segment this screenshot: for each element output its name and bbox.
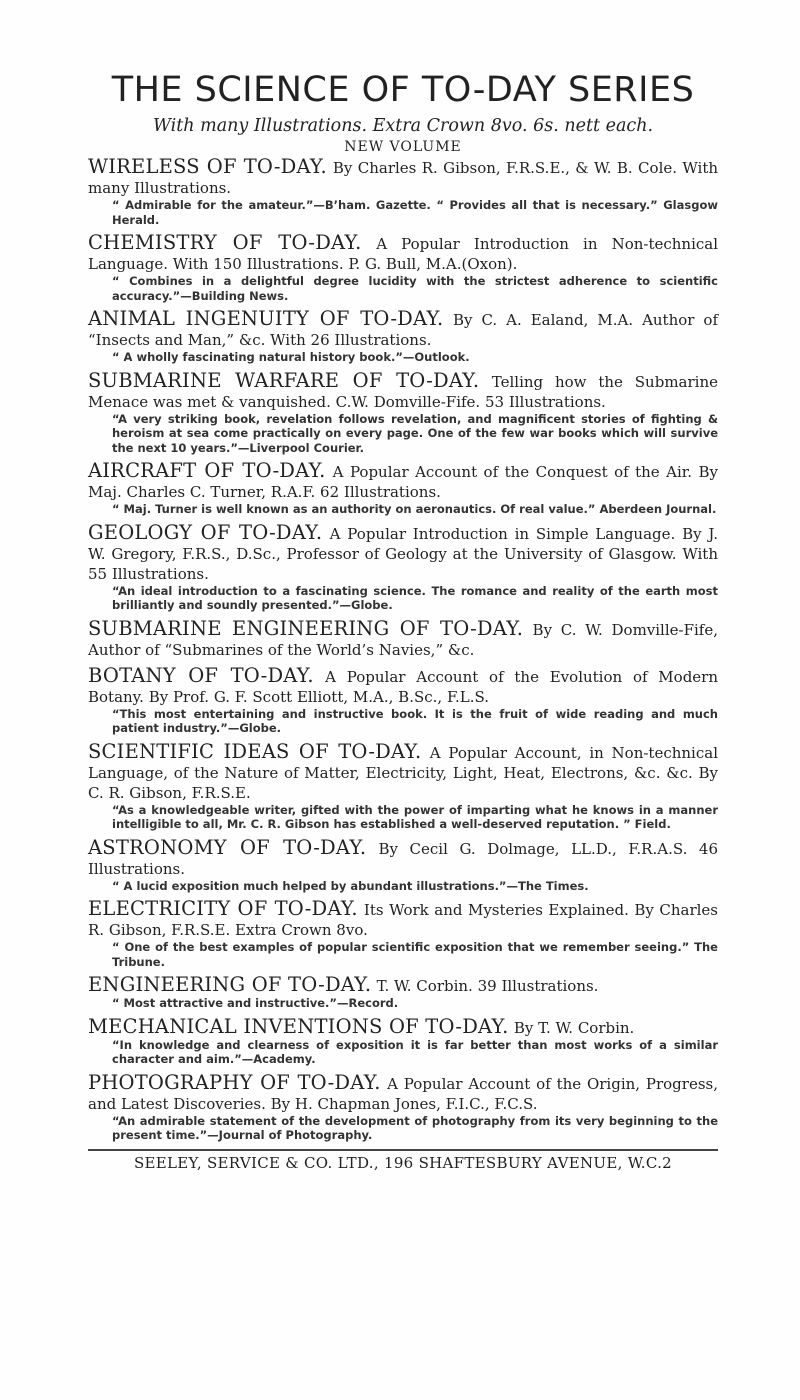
book-entry xyxy=(88,309,718,365)
book-review-quote: “An ideal introduction to a fascinating science. The romance and reality of the earth most brilliantly and soundly presented.”—Globe. xyxy=(112,583,718,612)
book-heading xyxy=(88,899,718,940)
book-review-quote: “An admirable statement of the development of photography from its very beginning to the present time.”—Journal of Photography. xyxy=(112,1113,718,1142)
book-entry xyxy=(88,1014,718,1067)
book-detail: A Popular Account of the Conquest of the Air. By Maj. Charles C. Turner, R.A.F. 62 Illustrations. xyxy=(88,463,719,501)
book-entry xyxy=(88,461,718,517)
footer-divider xyxy=(88,1149,718,1151)
book-detail: By Cecil G. Dolmage, LL.D., F.R.A.S. 46 Illustrations. xyxy=(88,839,719,878)
series-subtitle: With many Illustrations. Extra Crown 8vo. 6s. nett each. xyxy=(152,116,654,136)
book-entry xyxy=(88,233,718,303)
book-heading xyxy=(88,975,718,996)
book-title: WIRELESS OF TO-DAY. xyxy=(88,155,327,178)
book-title: PHOTOGRAPHY OF TO-DAY. xyxy=(88,1070,381,1094)
book-title: ELECTRICITY OF TO-DAY. xyxy=(88,897,358,920)
book-title: GEOLOGY OF TO-DAY. xyxy=(88,520,323,544)
book-review-quote: “ Admirable for the amateur.”—B’ham. Gazette. “ Provides all that is necessary.” Glasgow Herald. xyxy=(112,198,718,227)
book-review-quote: “ Combines in a delightful degree lucidity with the strictest adherence to scientific accuracy.”—Building News. xyxy=(112,274,718,303)
book-heading xyxy=(88,461,718,502)
book-entry xyxy=(88,157,718,227)
book-title: ANIMAL INGENUITY OF TO-DAY. xyxy=(88,307,444,330)
book-detail: A Popular Introduction in Non-technical Language. With 150 Illustrations. P. G. Bull, M.A.(Oxon). xyxy=(88,235,719,273)
book-heading xyxy=(88,1014,718,1038)
book-entry xyxy=(88,616,719,660)
book-detail: T. W. Corbin. 39 Illustrations. xyxy=(376,977,599,995)
book-detail: By C. A. Ealand, M.A. Author of “Insects and Man,” &c. With 26 Illustrations. xyxy=(88,311,718,349)
book-heading xyxy=(88,663,718,707)
book-review-quote: “As a knowledgeable writer, gifted with the power of imparting what he knows in a manner intelligible to all, Mr. C. R. Gibson has established a well-deserved reputation. ” Field. xyxy=(112,802,718,831)
book-title: CHEMISTRY OF TO-DAY. xyxy=(88,231,362,254)
book-entry xyxy=(88,368,718,456)
publisher-footer: SEELEY, SERVICE & CO. LTD., 196 SHAFTESBURY AVENUE, W.C.2 xyxy=(133,1153,673,1172)
book-detail: Its Work and Mysteries Explained. By Charles R. Gibson, F.R.S.E. Extra Crown 8vo. xyxy=(88,901,718,939)
book-title: SCIENTIFIC IDEAS OF TO-DAY. xyxy=(88,739,422,763)
book-heading xyxy=(88,616,719,660)
book-review-quote: “ A wholly fascinating natural history book.”—Outlook. xyxy=(112,350,470,364)
new-volume-label: NEW VOLUME xyxy=(344,139,462,155)
book-review-quote: “ One of the best examples of popular scientific exposition that we remember seeing.” The Tribune. xyxy=(112,940,718,969)
book-review-quote: “ A lucid exposition much helped by abundant illustrations.”—The Times. xyxy=(112,878,589,893)
book-detail: A Popular Account, in Non-technical Language, of the Nature of Matter, Electricity, Light, Heat, Electrons, &c. &c. By C. R. Gibson, F.R.S.E. xyxy=(88,743,718,802)
book-entry xyxy=(88,975,718,1011)
book-title: SUBMARINE WARFARE OF TO-DAY. xyxy=(88,368,480,392)
book-entry xyxy=(88,739,718,832)
book-detail: A Popular Introduction in Simple Language. By J. W. Gregory, F.R.S., D.Sc., Professor of Geology at the University of Glasgow. With 55 Illustrations. xyxy=(88,524,719,583)
book-detail: A Popular Account of the Origin, Progress, and Latest Discoveries. By H. Chapman Jones, F.I.C., F.C.S. xyxy=(88,1074,718,1113)
book-heading xyxy=(88,1070,718,1114)
book-review-quote: “ Most attractive and instructive.”—Record. xyxy=(112,996,399,1010)
book-heading xyxy=(88,368,718,412)
book-detail: By C. W. Domville-Fife, Author of “Submarines of the World’s Navies,” &c. xyxy=(88,620,719,659)
book-heading xyxy=(88,520,719,584)
book-title: AIRCRAFT OF TO-DAY. xyxy=(88,459,326,482)
book-heading xyxy=(88,233,718,274)
book-title: ASTRONOMY OF TO-DAY. xyxy=(88,835,367,859)
book-entry xyxy=(88,1070,718,1143)
book-list xyxy=(88,157,718,1143)
book-review-quote: “In knowledge and clearness of exposition it is far better than most works of a similar character and aim.”—Academy. xyxy=(112,1037,718,1066)
book-heading xyxy=(88,739,718,803)
book-heading xyxy=(88,309,718,350)
book-detail: Telling how the Submarine Menace was met & vanquished. C.W. Domville-Fife. 53 Illustrations. xyxy=(88,372,718,411)
book-title: SUBMARINE ENGINEERING OF TO-DAY. xyxy=(88,616,524,640)
book-detail: A Popular Account of the Evolution of Modern Botany. By Prof. G. F. Scott Elliott, M.A., B.Sc., F.L.S. xyxy=(88,667,718,706)
book-detail: By Charles R. Gibson, F.R.S.E., & W. B. Cole. With many Illustrations. xyxy=(88,159,719,197)
book-review-quote: “ Maj. Turner is well known as an authority on aeronautics. Of real value.” Aberdeen Journal. xyxy=(112,502,717,516)
book-heading xyxy=(88,157,718,198)
series-title: THE SCIENCE OF TO-DAY SERIES xyxy=(111,70,695,110)
book-entry xyxy=(88,899,718,969)
book-review-quote: “This most entertaining and instructive book. It is the fruit of wide reading and much patient industry.”—Globe. xyxy=(112,706,718,735)
book-entry xyxy=(88,663,718,736)
book-heading xyxy=(88,835,719,879)
book-entry xyxy=(88,520,719,613)
book-detail: By T. W. Corbin. xyxy=(513,1018,635,1037)
book-entry xyxy=(88,835,719,894)
book-review-quote: “A very striking book, revelation follows revelation, and magnificent stories of fighting & heroism at sea come practically on every page. One of the few war books which will survive the next 10 years.”—Liverpool Courier. xyxy=(112,411,718,455)
book-title: ENGINEERING OF TO-DAY. xyxy=(88,973,372,996)
book-title: BOTANY OF TO-DAY. xyxy=(88,663,314,687)
book-title: MECHANICAL INVENTIONS OF TO-DAY. xyxy=(88,1014,509,1038)
